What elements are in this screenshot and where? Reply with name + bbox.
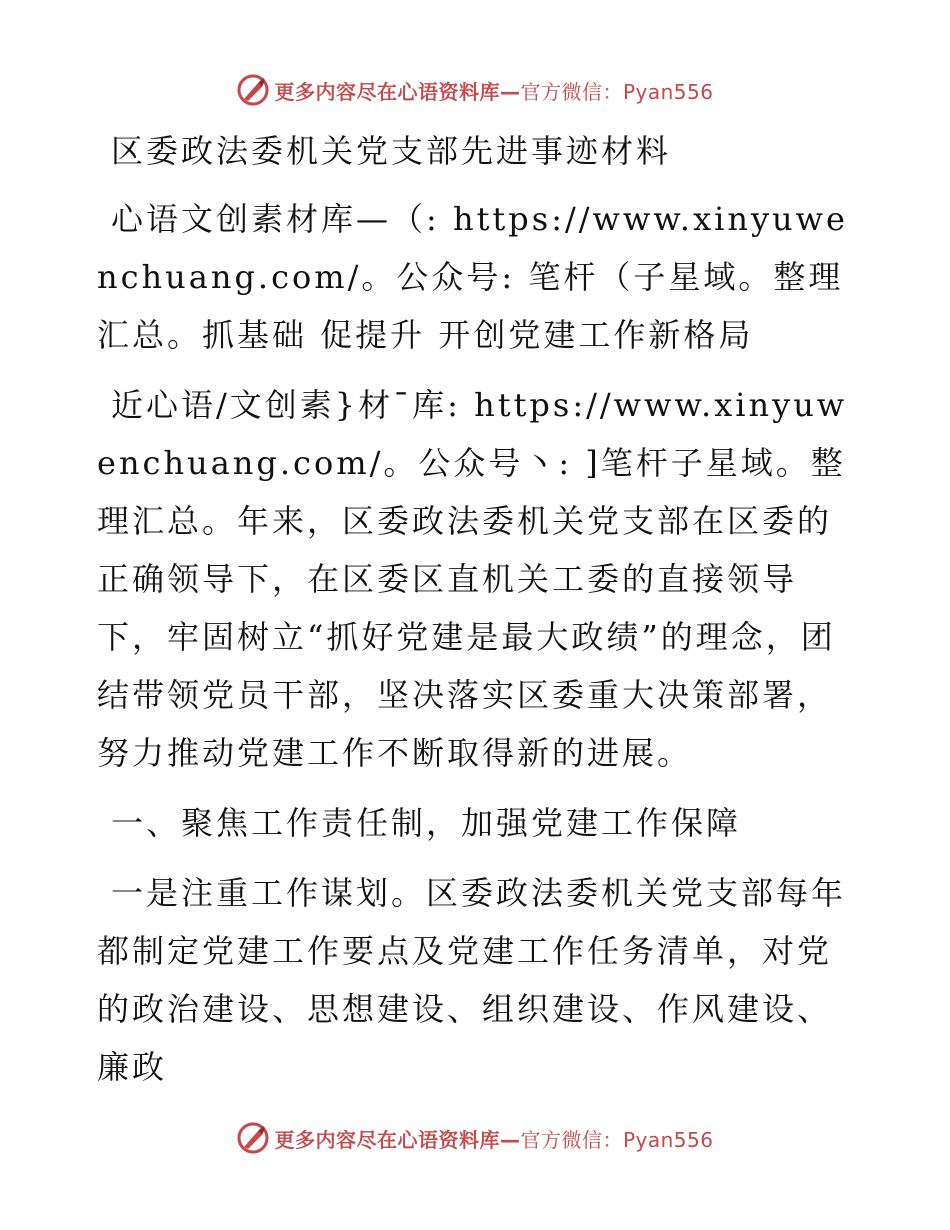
banner-wechat-text: 官方微信：Pyan556	[520, 79, 714, 104]
banner-main-text: 更多内容尽在心语资料库—	[274, 79, 521, 104]
document-title: 区委政法委机关党支部先进事迹材料	[111, 132, 672, 170]
paragraph-3: 一是注重工作谋划。区委政法委机关党支部每年都制定党建工作要点及党建工作任务清单，对党的政治建设、思想建设、组织建设、作风建设、廉政	[97, 874, 847, 1086]
footer-watermark-banner	[0, 1118, 950, 1158]
banner-wechat-text: 官方微信：Pyan556	[520, 1127, 714, 1152]
header-watermark-banner	[0, 70, 950, 110]
section-heading-1: 一、聚焦工作责任制，加强党建工作保障	[111, 804, 742, 842]
banner-text	[274, 1124, 713, 1153]
banner-main-text: 更多内容尽在心语资料库—	[274, 1127, 521, 1152]
banner-text	[274, 76, 713, 105]
paragraph-1: 心语文创素材库—（: https://www.xinyuwenchuang.com/。公众号: 笔杆（子星域。整理汇总。抓基础 促提升 开创党建工作新格局	[97, 200, 848, 354]
pen-logo-icon	[236, 1121, 270, 1155]
pen-logo-icon	[236, 73, 270, 107]
paragraph-2: 近心语/文创素}材¯库: https://www.xinyuwenchuang.com/。公众号丶: ]笔杆子星域。整理汇总。年来，区委政法委机关党支部在区委的正确领导下，在区委区直机关工委的直接领导下，牢固树立“抓好党建是最大政绩”的理念，团结带领党员干部，坚决落实区委重大决策部署，努力推动党建工作不断取得新的进展。	[97, 386, 848, 772]
document-body	[97, 122, 857, 1108]
